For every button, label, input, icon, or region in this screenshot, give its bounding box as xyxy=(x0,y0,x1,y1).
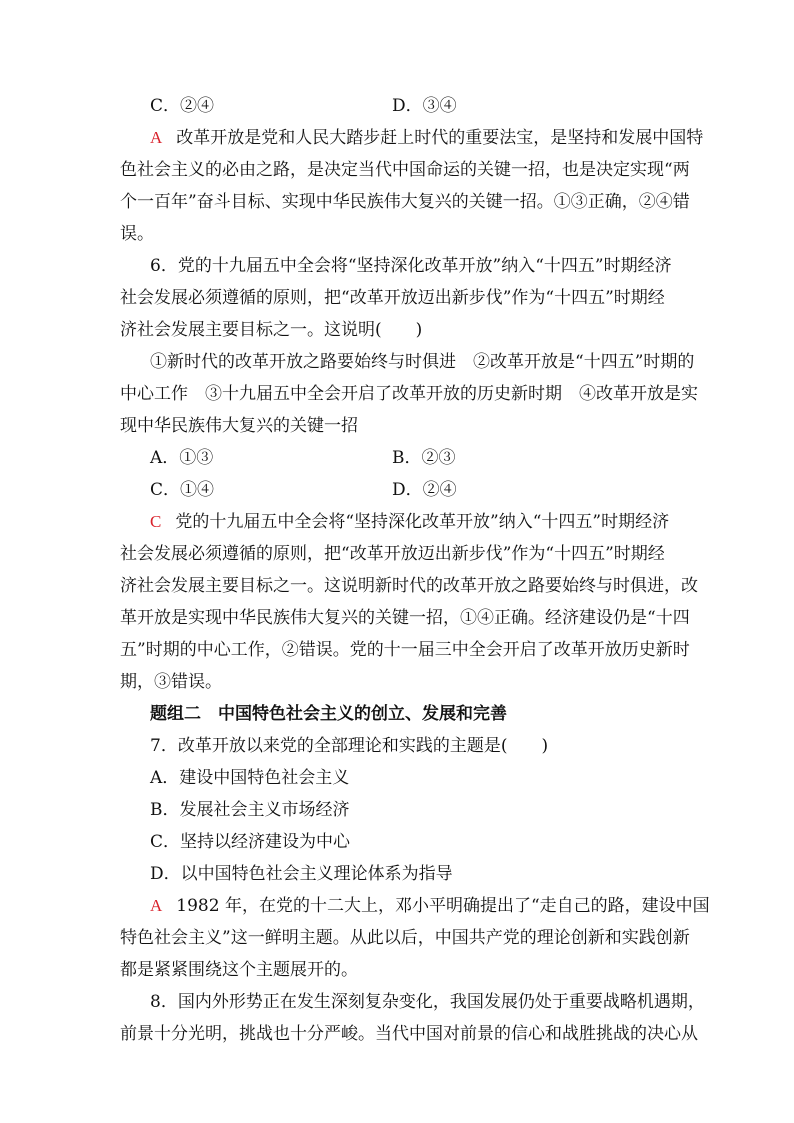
q6-stem-line-2: 社会发展必须遵循的原则，把“改革开放迈出新步伐”作为“十四五”时期经 xyxy=(120,288,665,308)
q6-explanation-line-3: 济社会发展主要目标之一。这说明新时代的改革开放之路要始终与时俱进，改 xyxy=(120,576,698,596)
q7-option-c: C．坚持以经济建设为中心 xyxy=(150,832,351,852)
q6-statement-line-1: ①新时代的改革开放之路要始终与时俱进 ②改革开放是“十四五”时期的 xyxy=(150,352,695,372)
q6-option-b: B．②③ xyxy=(392,448,456,468)
q7-option-d: D．以中国特色社会主义理论体系为指导 xyxy=(150,864,453,884)
q5-explanation-line-2: 色社会主义的必由之路，是决定当代中国命运的关键一招，也是决定实现“两 xyxy=(120,160,690,180)
q5-explanation-text-1: 改革开放是党和人民大踏步赶上时代的重要法宝，是坚持和发展中国特 xyxy=(176,128,704,148)
q6-answer-letter: C xyxy=(150,512,162,531)
q5-option-d: D．③④ xyxy=(392,96,457,116)
q7-option-a: A．建设中国特色社会主义 xyxy=(150,768,350,788)
q8-stem-line-2: 前景十分光明，挑战也十分严峻。当代中国对前景的信心和战胜挑战的决心从 xyxy=(120,1024,698,1044)
q6-stem-line-1: 6．党的十九届五中全会将“坚持深化改革开放”纳入“十四五”时期经济 xyxy=(150,256,672,276)
q6-explanation-line-1 xyxy=(150,506,680,538)
q7-explanation-line-1 xyxy=(150,890,710,922)
q6-explanation-line-2: 社会发展必须遵循的原则，把“改革开放迈出新步伐”作为“十四五”时期经 xyxy=(120,544,665,564)
q7-explanation-text-1: 1982 年，在党的十二大上，邓小平明确提出了“走自己的路，建设中国 xyxy=(176,896,710,916)
q6-explanation-text-1: 党的十九届五中全会将“坚持深化改革开放”纳入“十四五”时期经济 xyxy=(175,512,670,532)
q6-statement-line-3: 现中华民族伟大复兴的关键一招 xyxy=(120,416,358,436)
q5-answer-letter: A xyxy=(150,128,163,147)
q8-stem-line-1: 8．国内外形势正在发生深刻复杂变化，我国发展仍处于重要战略机遇期， xyxy=(150,992,705,1012)
q7-explanation-line-3: 都是紧紧围绕这个主题展开的。 xyxy=(120,960,358,980)
q6-explanation-line-4: 革开放是实现中华民族伟大复兴的关键一招，①④正确。经济建设仍是“十四 xyxy=(120,608,690,628)
q6-option-c: C．①④ xyxy=(150,480,215,500)
q6-stem-line-3: 济社会发展主要目标之一。这说明( ) xyxy=(120,320,423,340)
q6-statement-line-2: 中心工作 ③十九届五中全会开启了改革开放的历史新时期 ④改革开放是实 xyxy=(120,384,698,404)
q6-option-d: D．②④ xyxy=(392,480,457,500)
q7-answer-letter: A xyxy=(150,896,163,915)
q7-explanation-line-2: 特色社会主义”这一鲜明主题。从此以后，中国共产党的理论创新和实践创新 xyxy=(120,928,690,948)
q6-option-a: A．①③ xyxy=(150,448,214,468)
q5-explanation-line-3: 个一百年”奋斗目标、实现中华民族伟大复兴的关键一招。①③正确，②④错 xyxy=(120,192,690,212)
q6-explanation-line-6: 期，③错误。 xyxy=(120,672,222,692)
q6-explanation-line-5: 五”时期的中心工作，②错误。党的十一届三中全会开启了改革开放历史新时 xyxy=(120,640,690,660)
q5-explanation-line-4: 误。 xyxy=(120,224,154,244)
q5-explanation-line-1 xyxy=(150,122,704,154)
q7-option-b: B．发展社会主义市场经济 xyxy=(150,800,350,820)
q5-option-c: C．②④ xyxy=(150,96,215,116)
group-heading: 题组二 中国特色社会主义的创立、发展和完善 xyxy=(150,704,507,724)
q7-stem: 7．改革开放以来党的全部理论和实践的主题是( ) xyxy=(150,736,549,756)
